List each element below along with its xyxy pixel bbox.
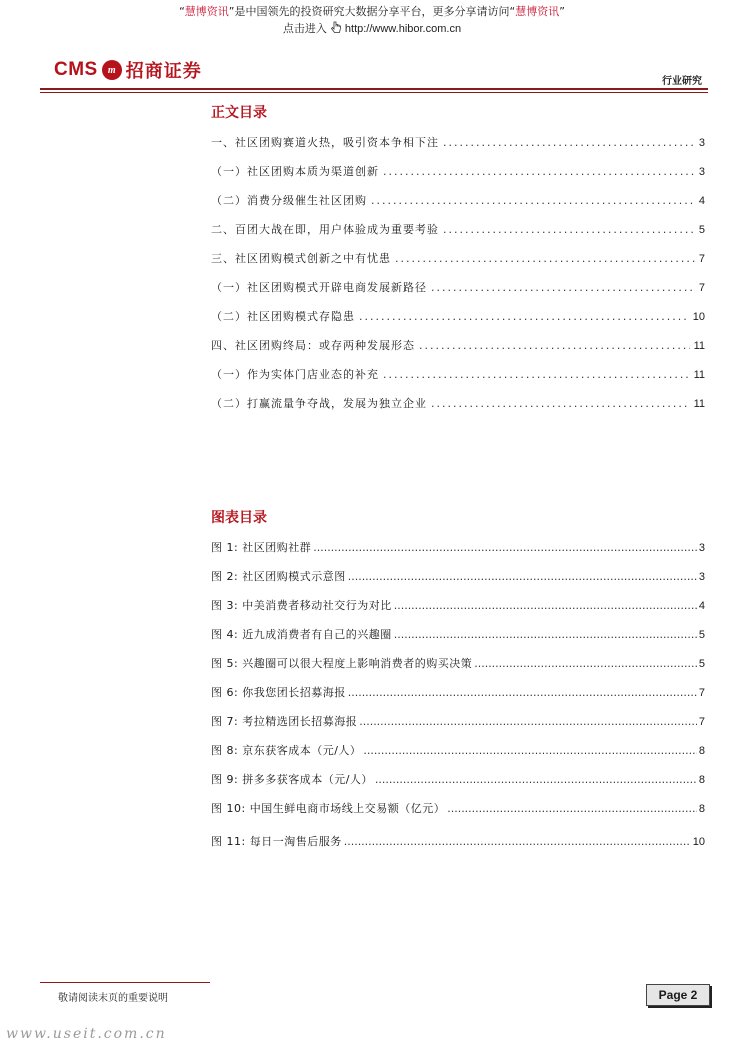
toc-entry[interactable] — [211, 337, 705, 366]
banner-brand[interactable]: 慧博资讯 — [184, 5, 229, 18]
figures-title: 图表目录 — [211, 510, 267, 526]
toc-entry-page: 10 — [692, 311, 705, 323]
dot-leader — [375, 773, 697, 786]
figure-entry-title: 图 2: 社区团购模式示意图 — [211, 570, 346, 583]
dot-leader — [474, 657, 697, 670]
toc-entry-page: 11 — [693, 369, 705, 381]
banner-line-2 — [0, 21, 744, 37]
dot-leader — [383, 165, 695, 178]
header-rule-thick — [40, 88, 708, 90]
figure-entry-page: 5 — [698, 658, 705, 670]
toc-title: 正文目录 — [211, 105, 267, 121]
page-number-badge: Page 2 — [646, 984, 710, 1006]
cms-logo — [54, 58, 202, 82]
dot-leader — [348, 686, 697, 699]
dot-leader — [394, 628, 697, 641]
dot-leader — [431, 281, 695, 294]
toc-entry-page: 7 — [698, 282, 705, 294]
toc-entry-title: （二）消费分级催生社区团购 — [211, 194, 367, 207]
figure-entry[interactable] — [211, 539, 705, 568]
figure-entry-title: 图 8: 京东获客成本（元/人） — [211, 744, 362, 757]
figure-entry-title: 图 9: 拼多多获客成本（元/人） — [211, 773, 373, 786]
toc-entry-title: 三、社区团购模式创新之中有忧患 — [211, 252, 391, 265]
toc-entry-page: 11 — [693, 340, 705, 352]
figure-entry[interactable] — [211, 833, 705, 862]
dot-leader — [344, 835, 691, 848]
figure-entry-title: 图 5: 兴趣圈可以很大程度上影响消费者的购买决策 — [211, 657, 473, 670]
toc-entry[interactable] — [211, 192, 705, 221]
dot-leader — [313, 541, 697, 554]
toc-entry-page: 4 — [698, 195, 705, 207]
toc-entry-title: 一、社区团购赛道火热，吸引资本争相下注 — [211, 136, 439, 149]
toc-entry[interactable] — [211, 163, 705, 192]
figure-entry-page: 8 — [698, 774, 705, 786]
figure-entry-page: 4 — [698, 600, 705, 612]
banner-text: ”是中国领先的投资研究大数据分享平台，更多分享请访问“ — [228, 5, 516, 18]
logo-latin: CMS — [54, 59, 98, 80]
toc-entry-title: （二）社区团购模式存隐患 — [211, 310, 355, 323]
banner-quote-close: ” — [559, 5, 565, 18]
dot-leader — [419, 339, 690, 352]
watermark: www.useit.com.cn — [6, 1026, 167, 1042]
dot-leader — [359, 715, 697, 728]
figure-entry-title: 图 7: 考拉精选团长招募海报 — [211, 715, 358, 728]
figure-entry-title: 图 6: 你我您团长招募海报 — [211, 686, 346, 699]
figure-entry-title: 图 10: 中国生鲜电商市场线上交易额（亿元） — [211, 802, 446, 815]
pointer-hand-icon — [329, 21, 343, 35]
banner-url-link[interactable]: http://www.hibor.com.cn — [344, 23, 462, 35]
dot-leader — [371, 194, 695, 207]
toc-entry-title: （二）打赢流量争夺战，发展为独立企业 — [211, 397, 427, 410]
figure-entry-title: 图 11: 每日一淘售后服务 — [211, 835, 342, 848]
footer-note: 敬请阅读末页的重要说明 — [58, 993, 168, 1004]
figure-entry-page: 3 — [698, 542, 705, 554]
toc-entry[interactable] — [211, 395, 705, 424]
figure-entry[interactable] — [211, 800, 705, 833]
figure-entry-page: 10 — [692, 836, 705, 848]
logo-badge-icon: m — [102, 60, 122, 80]
figure-entry-title: 图 3: 中美消费者移动社交行为对比 — [211, 599, 392, 612]
figure-entry-page: 5 — [698, 629, 705, 641]
toc-entry[interactable] — [211, 250, 705, 279]
figure-entry-page: 8 — [698, 745, 705, 757]
toc-entry-page: 3 — [698, 137, 705, 149]
figure-entry[interactable] — [211, 742, 705, 771]
figure-entry[interactable] — [211, 713, 705, 742]
dot-leader — [394, 599, 697, 612]
header-rule-thin — [40, 92, 708, 93]
toc-entry-title: 四、社区团购终局：或存两种发展形态 — [211, 339, 415, 352]
figure-entry[interactable] — [211, 626, 705, 655]
figure-entry[interactable] — [211, 684, 705, 713]
banner-quote-open: “ — [179, 5, 185, 18]
banner-line-1 — [179, 5, 565, 18]
toc-entry[interactable] — [211, 221, 705, 250]
toc-entry-page: 7 — [698, 253, 705, 265]
figure-entry-page: 7 — [698, 687, 705, 699]
toc-entry[interactable] — [211, 366, 705, 395]
dot-leader — [383, 368, 690, 381]
dot-leader — [395, 252, 695, 265]
toc-entry-page: 3 — [698, 166, 705, 178]
toc-entry-title: 二、百团大战在即，用户体验成为重要考验 — [211, 223, 439, 236]
toc-list — [211, 134, 705, 424]
toc-entry[interactable] — [211, 308, 705, 337]
figure-entry-page: 3 — [698, 571, 705, 583]
toc-entry-page: 11 — [693, 398, 705, 410]
dot-leader — [359, 310, 689, 323]
dot-leader — [348, 570, 697, 583]
banner-brand-2[interactable]: 慧博资讯 — [515, 5, 560, 18]
toc-entry[interactable] — [211, 279, 705, 308]
toc-entry-page: 5 — [698, 224, 705, 236]
report-category: 行业研究 — [662, 76, 702, 87]
figure-entry[interactable] — [211, 771, 705, 800]
figure-entry[interactable] — [211, 597, 705, 626]
figure-entry-title: 图 4: 近九成消费者有自己的兴趣圈 — [211, 628, 392, 641]
banner-enter-label: 点击进入 — [282, 22, 327, 35]
dot-leader — [443, 223, 695, 236]
toc-entry-title: （一）社区团购本质为渠道创新 — [211, 165, 379, 178]
footer-rule — [40, 982, 210, 983]
toc-entry[interactable] — [211, 134, 705, 163]
dot-leader — [431, 397, 690, 410]
dot-leader — [447, 802, 697, 815]
figure-entry[interactable] — [211, 655, 705, 684]
logo-chinese: 招商证券 — [125, 61, 202, 82]
top-banner — [0, 4, 744, 37]
dot-leader — [363, 744, 696, 757]
figure-entry-page: 7 — [698, 716, 705, 728]
figures-list — [211, 539, 705, 862]
toc-entry-title: （一）作为实体门店业态的补充 — [211, 368, 379, 381]
figure-entry[interactable] — [211, 568, 705, 597]
figure-entry-title: 图 1: 社区团购社群 — [211, 541, 312, 554]
toc-entry-title: （一）社区团购模式开辟电商发展新路径 — [211, 281, 427, 294]
dot-leader — [443, 136, 695, 149]
figure-entry-page: 8 — [698, 803, 705, 815]
